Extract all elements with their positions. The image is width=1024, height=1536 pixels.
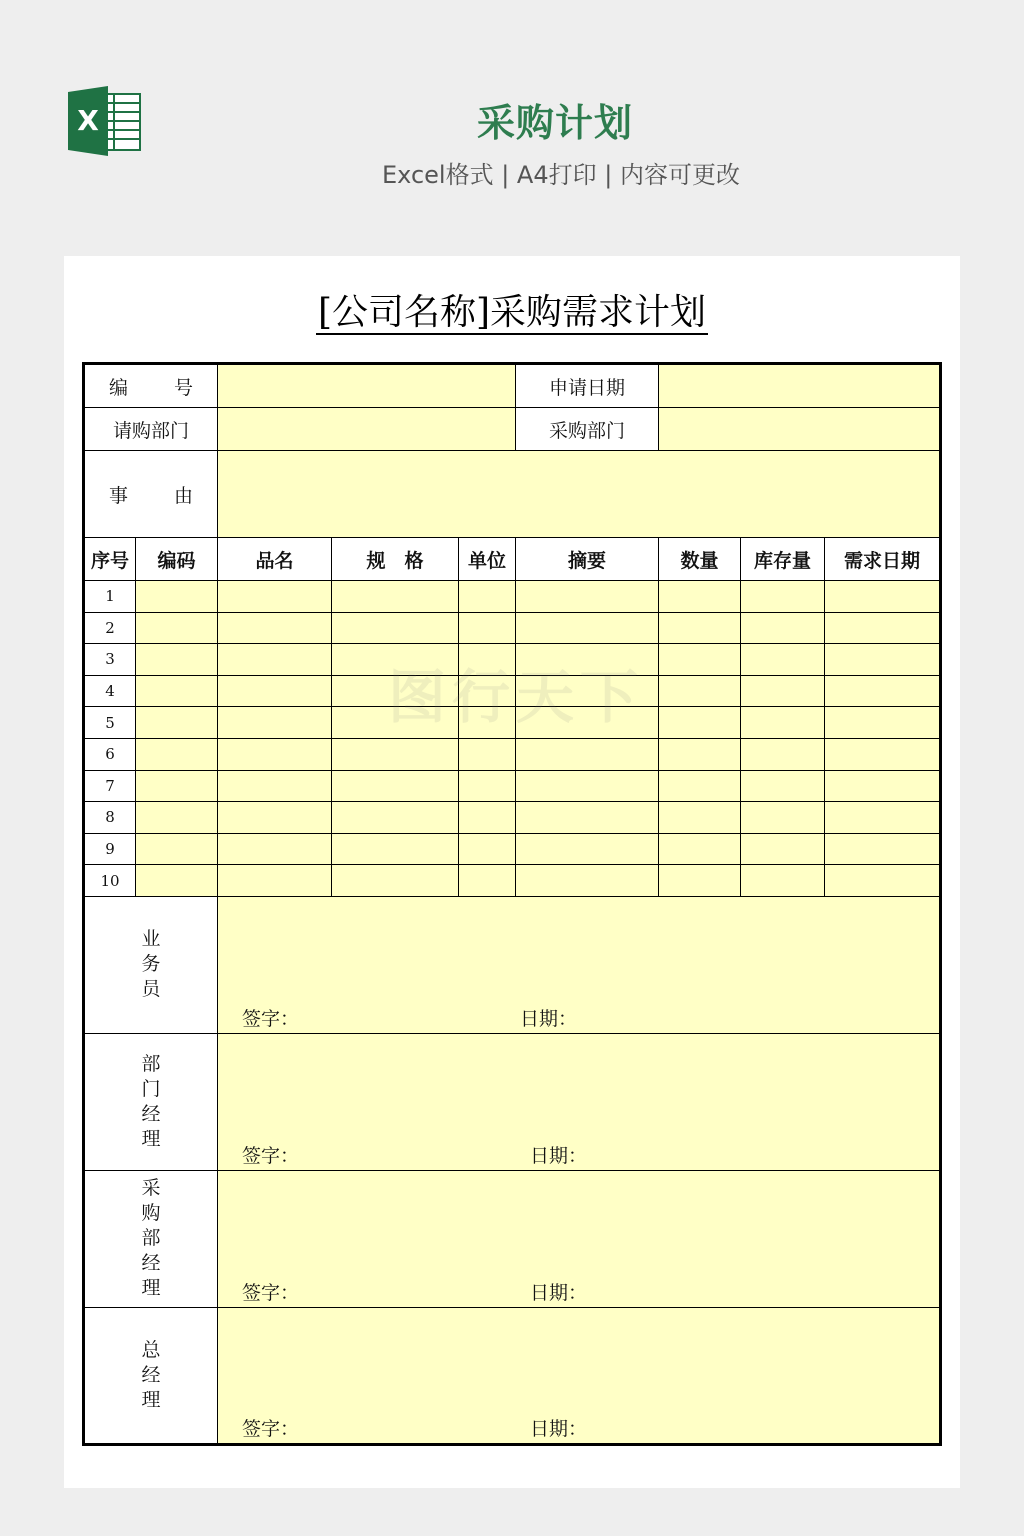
item-cell[interactable]: [332, 612, 459, 644]
approval-role-label: 采 购 部 经 理: [84, 1170, 218, 1307]
reason-input[interactable]: [218, 451, 941, 538]
item-cell[interactable]: [516, 738, 659, 770]
table-row: [84, 612, 941, 644]
item-cell[interactable]: [136, 770, 218, 802]
date-label: 日期：: [530, 1417, 588, 1440]
date-label: 日期：: [530, 1144, 588, 1167]
item-cell[interactable]: [332, 738, 459, 770]
approval-row: [84, 1033, 941, 1170]
item-cell[interactable]: [218, 612, 332, 644]
item-cell[interactable]: [516, 707, 659, 739]
item-cell[interactable]: [218, 581, 332, 613]
number-label: 编 号: [84, 364, 218, 408]
item-cell[interactable]: [459, 738, 516, 770]
approval-role-label: 总 经 理: [84, 1307, 218, 1444]
item-cell[interactable]: [136, 738, 218, 770]
item-cell[interactable]: [218, 833, 332, 865]
item-cell[interactable]: [136, 707, 218, 739]
item-cell[interactable]: [516, 675, 659, 707]
item-cell[interactable]: [825, 581, 941, 613]
item-cell[interactable]: [459, 770, 516, 802]
item-cell[interactable]: [218, 802, 332, 834]
item-cell[interactable]: [459, 612, 516, 644]
item-cell[interactable]: [332, 644, 459, 676]
item-cell[interactable]: [332, 802, 459, 834]
table-row: [84, 675, 941, 707]
item-cell[interactable]: [459, 707, 516, 739]
item-cell[interactable]: [218, 675, 332, 707]
item-cell[interactable]: [825, 770, 941, 802]
item-cell[interactable]: [741, 707, 825, 739]
approval-sign-area[interactable]: [218, 1307, 941, 1444]
apply-date-label: 申请日期: [516, 364, 659, 408]
number-input[interactable]: [218, 364, 516, 408]
sign-label: 签字：: [242, 1281, 300, 1304]
row-number: 4: [84, 675, 136, 707]
table-row: [84, 833, 941, 865]
column-header: 单位: [459, 538, 516, 581]
approval-sign-area[interactable]: [218, 896, 941, 1033]
table-row: [84, 770, 941, 802]
item-cell[interactable]: [218, 770, 332, 802]
item-cell[interactable]: [825, 675, 941, 707]
reason-label: 事 由: [84, 451, 218, 538]
approval-sign-area[interactable]: [218, 1033, 941, 1170]
row-number: 5: [84, 707, 136, 739]
page-subtitle: Excel格式 | A4打印 | 内容可更改: [382, 161, 740, 189]
approval-row: [84, 1307, 941, 1444]
item-cell[interactable]: [825, 707, 941, 739]
item-cell[interactable]: [136, 833, 218, 865]
item-cell[interactable]: [659, 675, 741, 707]
table-row: [84, 865, 941, 897]
item-cell[interactable]: [825, 865, 941, 897]
column-header: 序号: [84, 538, 136, 581]
apply-date-input[interactable]: [659, 364, 941, 408]
item-cell[interactable]: [659, 581, 741, 613]
document-sheet: [64, 256, 960, 1488]
item-cell[interactable]: [741, 865, 825, 897]
item-cell[interactable]: [332, 833, 459, 865]
item-cell[interactable]: [218, 738, 332, 770]
item-cell[interactable]: [459, 802, 516, 834]
item-cell[interactable]: [741, 675, 825, 707]
item-cell[interactable]: [659, 612, 741, 644]
row-number: 9: [84, 833, 136, 865]
item-cell[interactable]: [332, 865, 459, 897]
purchase-dept-label: 采购部门: [516, 408, 659, 451]
item-cell[interactable]: [136, 802, 218, 834]
item-cell[interactable]: [741, 738, 825, 770]
item-cell[interactable]: [332, 707, 459, 739]
item-cell[interactable]: [659, 738, 741, 770]
item-cell[interactable]: [741, 644, 825, 676]
item-cell[interactable]: [459, 581, 516, 613]
column-header: 需求日期: [825, 538, 941, 581]
item-cell[interactable]: [825, 738, 941, 770]
table-row: [84, 738, 941, 770]
page-title: 采购计划: [476, 101, 633, 145]
item-cell[interactable]: [659, 770, 741, 802]
request-dept-input[interactable]: [218, 408, 516, 451]
approval-row: [84, 1170, 941, 1307]
item-cell[interactable]: [741, 581, 825, 613]
item-cell[interactable]: [741, 612, 825, 644]
item-cell[interactable]: [516, 833, 659, 865]
item-cell[interactable]: [218, 644, 332, 676]
item-cell[interactable]: [825, 644, 941, 676]
table-row: [84, 707, 941, 739]
item-cell[interactable]: [516, 581, 659, 613]
column-header: 编码: [136, 538, 218, 581]
item-cell[interactable]: [825, 612, 941, 644]
column-header: 规 格: [332, 538, 459, 581]
column-header: 库存量: [741, 538, 825, 581]
column-header: 摘要: [516, 538, 659, 581]
approval-row: [84, 896, 941, 1033]
item-cell[interactable]: [741, 833, 825, 865]
item-cell[interactable]: [459, 644, 516, 676]
document-title: [公司名称]采购需求计划: [317, 292, 707, 333]
item-cell[interactable]: [659, 707, 741, 739]
logo-letter: X: [77, 104, 99, 137]
item-cell[interactable]: [459, 675, 516, 707]
sign-label: 签字：: [242, 1007, 300, 1030]
item-cell[interactable]: [516, 865, 659, 897]
item-cell[interactable]: [332, 675, 459, 707]
column-header: 数量: [659, 538, 741, 581]
row-number: 1: [84, 581, 136, 613]
item-cell[interactable]: [459, 833, 516, 865]
approval-sign-area[interactable]: [218, 1170, 941, 1307]
item-cell[interactable]: [516, 770, 659, 802]
request-dept-label: 请购部门: [84, 408, 218, 451]
item-cell[interactable]: [659, 865, 741, 897]
column-header: 品名: [218, 538, 332, 581]
row-number: 10: [84, 865, 136, 897]
item-cell[interactable]: [825, 802, 941, 834]
date-label: 日期：: [520, 1007, 578, 1030]
item-cell[interactable]: [516, 802, 659, 834]
item-cell[interactable]: [741, 770, 825, 802]
sign-label: 签字：: [242, 1417, 300, 1440]
item-cell[interactable]: [136, 581, 218, 613]
item-cell[interactable]: [659, 833, 741, 865]
row-number: 2: [84, 612, 136, 644]
purchase-dept-input[interactable]: [659, 408, 941, 451]
date-label: 日期：: [530, 1281, 588, 1304]
table-row: [84, 802, 941, 834]
item-cell[interactable]: [516, 612, 659, 644]
purchase-form-table: [82, 362, 942, 1446]
table-row: [84, 644, 941, 676]
item-cell[interactable]: [659, 644, 741, 676]
approval-role-label: 部 门 经 理: [84, 1033, 218, 1170]
column-header-row: [84, 538, 941, 581]
row-number: 7: [84, 770, 136, 802]
item-cell[interactable]: [659, 802, 741, 834]
item-cell[interactable]: [218, 707, 332, 739]
item-cell[interactable]: [136, 612, 218, 644]
row-number: 8: [84, 802, 136, 834]
table-row: [84, 581, 941, 613]
row-number: 6: [84, 738, 136, 770]
approval-role-label: 业 务 员: [84, 896, 218, 1033]
item-cell[interactable]: [516, 644, 659, 676]
row-number: 3: [84, 644, 136, 676]
item-cell[interactable]: [136, 865, 218, 897]
item-cell[interactable]: [136, 675, 218, 707]
item-cell[interactable]: [136, 644, 218, 676]
item-cell[interactable]: [825, 833, 941, 865]
item-cell[interactable]: [459, 865, 516, 897]
item-cell[interactable]: [218, 865, 332, 897]
sign-label: 签字：: [242, 1144, 300, 1167]
item-cell[interactable]: [332, 770, 459, 802]
item-cell[interactable]: [741, 802, 825, 834]
item-cell[interactable]: [332, 581, 459, 613]
